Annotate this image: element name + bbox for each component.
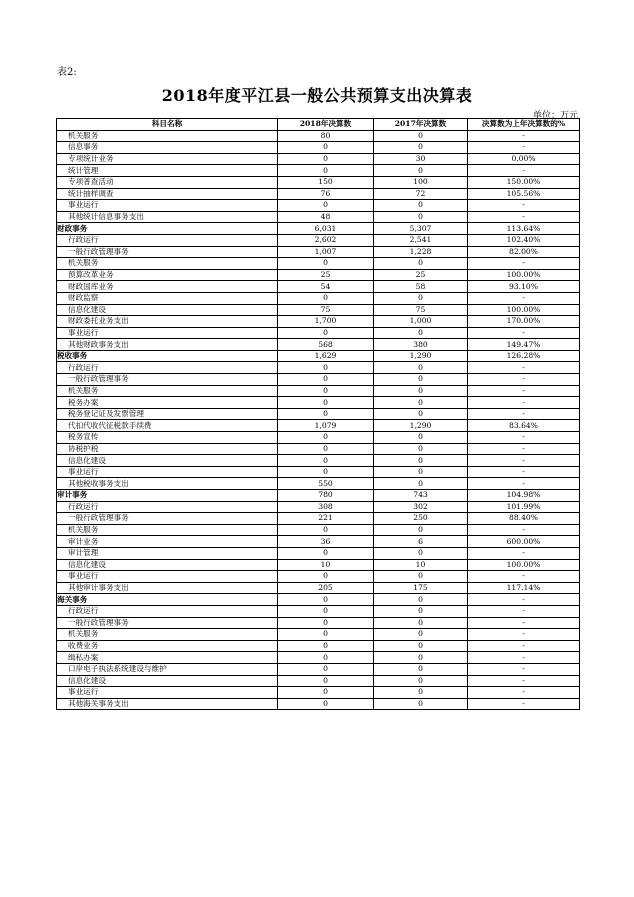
row-2017-value: 0 — [374, 617, 468, 629]
table-label: 表2: — [57, 67, 77, 78]
table-row — [57, 408, 580, 420]
category-row — [57, 223, 580, 235]
row-name-cell: 收费业务 — [57, 640, 278, 652]
row-2018-value: 0 — [278, 385, 374, 397]
table-row — [57, 304, 580, 316]
table-row — [57, 547, 580, 559]
row-percent-value: 88.40% — [468, 513, 580, 525]
table-row — [57, 188, 580, 200]
table-row — [57, 466, 580, 478]
table-row — [57, 640, 580, 652]
row-name-cell: 行政运行 — [57, 234, 278, 246]
row-percent-value: 83.64% — [468, 420, 580, 432]
row-percent-value: 149.47% — [468, 339, 580, 351]
row-percent-value: - — [468, 211, 580, 223]
row-2018-value: 0 — [278, 292, 374, 304]
row-2017-value: 0 — [374, 547, 468, 559]
row-2017-value: 0 — [374, 397, 468, 409]
row-name-cell: 信息化建设 — [57, 455, 278, 467]
row-2017-value: 6 — [374, 536, 468, 548]
row-2018-value: 308 — [278, 501, 374, 513]
row-2018-value: 1,007 — [278, 246, 374, 258]
row-percent-value: - — [468, 466, 580, 478]
budget-table — [56, 118, 580, 710]
row-2017-value: 0 — [374, 524, 468, 536]
row-name-cell: 财政事务 — [57, 223, 278, 235]
row-2018-value: 54 — [278, 281, 374, 293]
row-percent-value: 93.10% — [468, 281, 580, 293]
row-2018-value: 0 — [278, 408, 374, 420]
row-2018-value: 0 — [278, 663, 374, 675]
row-percent-value: - — [468, 327, 580, 339]
row-2018-value: 1,079 — [278, 420, 374, 432]
row-2018-value: 25 — [278, 269, 374, 281]
table-row — [57, 246, 580, 258]
row-2018-value: 568 — [278, 339, 374, 351]
row-percent-value: 105.56% — [468, 188, 580, 200]
row-2018-value: 75 — [278, 304, 374, 316]
column-header-2017: 2017年决算数 — [374, 119, 468, 131]
row-2017-value: 0 — [374, 200, 468, 212]
row-percent-value: 150.00% — [468, 176, 580, 188]
row-2017-value: 0 — [374, 571, 468, 583]
row-2018-value: 0 — [278, 675, 374, 687]
table-row — [57, 571, 580, 583]
table-row — [57, 374, 580, 386]
row-name-cell: 财政委托业务支出 — [57, 316, 278, 328]
row-2017-value: 75 — [374, 304, 468, 316]
row-percent-value: 117.14% — [468, 582, 580, 594]
row-2017-value: 175 — [374, 582, 468, 594]
table-row — [57, 524, 580, 536]
row-2017-value: 1,000 — [374, 316, 468, 328]
row-name-cell: 信息化建设 — [57, 559, 278, 571]
row-2018-value: 0 — [278, 466, 374, 478]
row-2017-value: 0 — [374, 443, 468, 455]
table-row — [57, 176, 580, 188]
row-name-cell: 统计管理 — [57, 165, 278, 177]
row-percent-value: - — [468, 385, 580, 397]
table-row — [57, 652, 580, 664]
row-2018-value: 0 — [278, 443, 374, 455]
row-2018-value: 10 — [278, 559, 374, 571]
table-row — [57, 513, 580, 525]
row-2018-value: 0 — [278, 153, 374, 165]
row-percent-value: - — [468, 675, 580, 687]
table-row — [57, 153, 580, 165]
row-2018-value: 0 — [278, 605, 374, 617]
row-percent-value: - — [468, 524, 580, 536]
row-2017-value: 0 — [374, 455, 468, 467]
row-name-cell: 事业运行 — [57, 571, 278, 583]
table-row — [57, 362, 580, 374]
row-2017-value: 0 — [374, 652, 468, 664]
row-2018-value: 0 — [278, 432, 374, 444]
table-row — [57, 663, 580, 675]
table-row — [57, 617, 580, 629]
row-2017-value: 72 — [374, 188, 468, 200]
row-2017-value: 2,541 — [374, 234, 468, 246]
row-percent-value: - — [468, 547, 580, 559]
row-2018-value: 80 — [278, 130, 374, 142]
row-2018-value: 76 — [278, 188, 374, 200]
column-header-2018: 2018年决算数 — [278, 119, 374, 131]
row-percent-value: - — [468, 443, 580, 455]
row-2018-value: 0 — [278, 547, 374, 559]
row-percent-value: - — [468, 408, 580, 420]
row-2018-value: 48 — [278, 211, 374, 223]
row-2018-value: 36 — [278, 536, 374, 548]
row-2017-value: 0 — [374, 362, 468, 374]
table-row — [57, 339, 580, 351]
row-2018-value: 221 — [278, 513, 374, 525]
row-percent-value: - — [468, 629, 580, 641]
table-row — [57, 281, 580, 293]
row-percent-value: - — [468, 571, 580, 583]
row-percent-value: 104.98% — [468, 490, 580, 502]
row-name-cell: 信息化建设 — [57, 304, 278, 316]
row-percent-value: 100.00% — [468, 304, 580, 316]
table-row — [57, 605, 580, 617]
row-name-cell: 机关服务 — [57, 524, 278, 536]
category-row — [57, 594, 580, 606]
row-percent-value: 600.00% — [468, 536, 580, 548]
row-percent-value: - — [468, 432, 580, 444]
table-row — [57, 455, 580, 467]
row-name-cell: 税务登记证及发票管理 — [57, 408, 278, 420]
table-row — [57, 629, 580, 641]
row-percent-value: 101.99% — [468, 501, 580, 513]
table-row — [57, 478, 580, 490]
table-row — [57, 420, 580, 432]
row-2017-value: 0 — [374, 640, 468, 652]
row-2018-value: 0 — [278, 640, 374, 652]
row-name-cell: 其他审计事务支出 — [57, 582, 278, 594]
row-name-cell: 审计事务 — [57, 490, 278, 502]
row-name-cell: 一般行政管理事务 — [57, 246, 278, 258]
row-2018-value: 0 — [278, 362, 374, 374]
row-2018-value: 0 — [278, 258, 374, 270]
row-name-cell: 审计管理 — [57, 547, 278, 559]
unit-label: 单位：万元 — [532, 111, 578, 121]
row-2018-value: 1,629 — [278, 350, 374, 362]
row-percent-value: - — [468, 698, 580, 710]
row-2017-value: 0 — [374, 385, 468, 397]
table-row — [57, 234, 580, 246]
row-2018-value: 0 — [278, 594, 374, 606]
page-title: 2018年度平江县一般公共预算支出决算表 — [161, 86, 473, 105]
row-2017-value: 1,228 — [374, 246, 468, 258]
table-row — [57, 536, 580, 548]
row-2017-value: 1,290 — [374, 420, 468, 432]
row-name-cell: 机关服务 — [57, 385, 278, 397]
row-name-cell: 其他税收事务支出 — [57, 478, 278, 490]
table-row — [57, 397, 580, 409]
row-2018-value: 0 — [278, 165, 374, 177]
row-2018-value: 0 — [278, 142, 374, 154]
row-2017-value: 0 — [374, 466, 468, 478]
row-percent-value: - — [468, 130, 580, 142]
row-percent-value: 82.00% — [468, 246, 580, 258]
row-percent-value: - — [468, 142, 580, 154]
row-2017-value: 30 — [374, 153, 468, 165]
row-name-cell: 事业运行 — [57, 687, 278, 699]
table-row — [57, 142, 580, 154]
row-2018-value: 0 — [278, 629, 374, 641]
row-2018-value: 0 — [278, 687, 374, 699]
row-2018-value: 0 — [278, 374, 374, 386]
row-2017-value: 302 — [374, 501, 468, 513]
row-name-cell: 一般行政管理事务 — [57, 374, 278, 386]
table-header-row — [57, 119, 580, 131]
row-2017-value: 0 — [374, 374, 468, 386]
row-2017-value: 0 — [374, 687, 468, 699]
row-2018-value: 1,700 — [278, 316, 374, 328]
row-2017-value: 0 — [374, 663, 468, 675]
row-name-cell: 口岸电子执法系统建设与维护 — [57, 663, 278, 675]
table-row — [57, 501, 580, 513]
row-2017-value: 0 — [374, 698, 468, 710]
category-row — [57, 490, 580, 502]
row-percent-value: 100.00% — [468, 559, 580, 571]
row-2018-value: 0 — [278, 571, 374, 583]
row-name-cell: 财政国库业务 — [57, 281, 278, 293]
row-2017-value: 25 — [374, 269, 468, 281]
row-name-cell: 其他财政事务支出 — [57, 339, 278, 351]
row-percent-value: - — [468, 640, 580, 652]
row-2017-value: 0 — [374, 605, 468, 617]
row-name-cell: 事业运行 — [57, 327, 278, 339]
row-2017-value: 0 — [374, 432, 468, 444]
column-header-percent: 决算数为上年决算数的% — [468, 119, 580, 131]
row-name-cell: 事业运行 — [57, 466, 278, 478]
row-percent-value: 102.40% — [468, 234, 580, 246]
table-row — [57, 559, 580, 571]
row-name-cell: 专项普查活动 — [57, 176, 278, 188]
table-row — [57, 327, 580, 339]
row-percent-value: 100.00% — [468, 269, 580, 281]
row-percent-value: 113.64% — [468, 223, 580, 235]
row-name-cell: 税务宣传 — [57, 432, 278, 444]
table-row — [57, 292, 580, 304]
row-percent-value: - — [468, 652, 580, 664]
row-name-cell: 税务办案 — [57, 397, 278, 409]
table-row — [57, 675, 580, 687]
row-percent-value: - — [468, 594, 580, 606]
row-percent-value: - — [468, 374, 580, 386]
table-row — [57, 211, 580, 223]
row-2017-value: 0 — [374, 675, 468, 687]
row-2017-value: 0 — [374, 211, 468, 223]
row-name-cell: 信息化建设 — [57, 675, 278, 687]
row-2017-value: 0 — [374, 258, 468, 270]
row-2018-value: 550 — [278, 478, 374, 490]
row-percent-value: - — [468, 165, 580, 177]
row-percent-value: - — [468, 663, 580, 675]
row-percent-value: - — [468, 455, 580, 467]
row-2017-value: 0 — [374, 165, 468, 177]
table-row — [57, 687, 580, 699]
row-name-cell: 事业运行 — [57, 200, 278, 212]
table-row — [57, 582, 580, 594]
row-2018-value: 0 — [278, 327, 374, 339]
row-percent-value: - — [468, 258, 580, 270]
row-2017-value: 250 — [374, 513, 468, 525]
table-row — [57, 165, 580, 177]
row-name-cell: 信息事务 — [57, 142, 278, 154]
row-2018-value: 205 — [278, 582, 374, 594]
row-name-cell: 统计抽样调查 — [57, 188, 278, 200]
row-2018-value: 0 — [278, 698, 374, 710]
row-2017-value: 380 — [374, 339, 468, 351]
row-name-cell: 行政运行 — [57, 605, 278, 617]
row-name-cell: 代扣代收代征税款手续费 — [57, 420, 278, 432]
table-body — [57, 130, 580, 710]
row-name-cell: 协税护税 — [57, 443, 278, 455]
row-percent-value: - — [468, 397, 580, 409]
row-2017-value: 0 — [374, 629, 468, 641]
row-2018-value: 0 — [278, 200, 374, 212]
row-name-cell: 一般行政管理事务 — [57, 617, 278, 629]
row-2018-value: 0 — [278, 455, 374, 467]
row-2017-value: 10 — [374, 559, 468, 571]
row-percent-value: - — [468, 605, 580, 617]
row-2018-value: 780 — [278, 490, 374, 502]
table-row — [57, 316, 580, 328]
category-row — [57, 350, 580, 362]
row-name-cell: 专项统计业务 — [57, 153, 278, 165]
row-2017-value: 58 — [374, 281, 468, 293]
row-2017-value: 0 — [374, 408, 468, 420]
row-name-cell: 海关事务 — [57, 594, 278, 606]
row-name-cell: 机关服务 — [57, 130, 278, 142]
row-name-cell: 其他统计信息事务支出 — [57, 211, 278, 223]
row-2018-value: 150 — [278, 176, 374, 188]
row-percent-value: 0.00% — [468, 153, 580, 165]
row-percent-value: 126.28% — [468, 350, 580, 362]
table-row — [57, 698, 580, 710]
row-name-cell: 机关服务 — [57, 258, 278, 270]
row-2017-value: 5,307 — [374, 223, 468, 235]
row-percent-value: - — [468, 617, 580, 629]
row-2018-value: 0 — [278, 652, 374, 664]
row-2018-value: 6,031 — [278, 223, 374, 235]
row-2017-value: 100 — [374, 176, 468, 188]
row-2017-value: 0 — [374, 142, 468, 154]
row-2017-value: 0 — [374, 327, 468, 339]
row-percent-value: - — [468, 478, 580, 490]
row-percent-value: - — [468, 200, 580, 212]
table-row — [57, 385, 580, 397]
table-row — [57, 200, 580, 212]
row-percent-value: 170.00% — [468, 316, 580, 328]
row-2017-value: 1,290 — [374, 350, 468, 362]
table-row — [57, 443, 580, 455]
row-percent-value: - — [468, 687, 580, 699]
row-2018-value: 0 — [278, 397, 374, 409]
row-name-cell: 机关服务 — [57, 629, 278, 641]
row-name-cell: 审计业务 — [57, 536, 278, 548]
row-2017-value: 0 — [374, 292, 468, 304]
table-row — [57, 269, 580, 281]
row-name-cell: 预算改革业务 — [57, 269, 278, 281]
table-row — [57, 432, 580, 444]
row-2017-value: 0 — [374, 594, 468, 606]
row-2017-value: 743 — [374, 490, 468, 502]
row-2018-value: 2,602 — [278, 234, 374, 246]
table-row — [57, 130, 580, 142]
row-name-cell: 行政运行 — [57, 362, 278, 374]
row-name-cell: 缉私办案 — [57, 652, 278, 664]
row-2018-value: 0 — [278, 617, 374, 629]
row-percent-value: - — [468, 362, 580, 374]
row-2017-value: 0 — [374, 478, 468, 490]
table-row — [57, 258, 580, 270]
column-header-name: 科目名称 — [57, 119, 278, 131]
row-2018-value: 0 — [278, 524, 374, 536]
row-percent-value: - — [468, 292, 580, 304]
row-name-cell: 税收事务 — [57, 350, 278, 362]
row-name-cell: 其他海关事务支出 — [57, 698, 278, 710]
row-name-cell: 行政运行 — [57, 501, 278, 513]
row-2017-value: 0 — [374, 130, 468, 142]
row-name-cell: 财政监察 — [57, 292, 278, 304]
row-name-cell: 一般行政管理事务 — [57, 513, 278, 525]
